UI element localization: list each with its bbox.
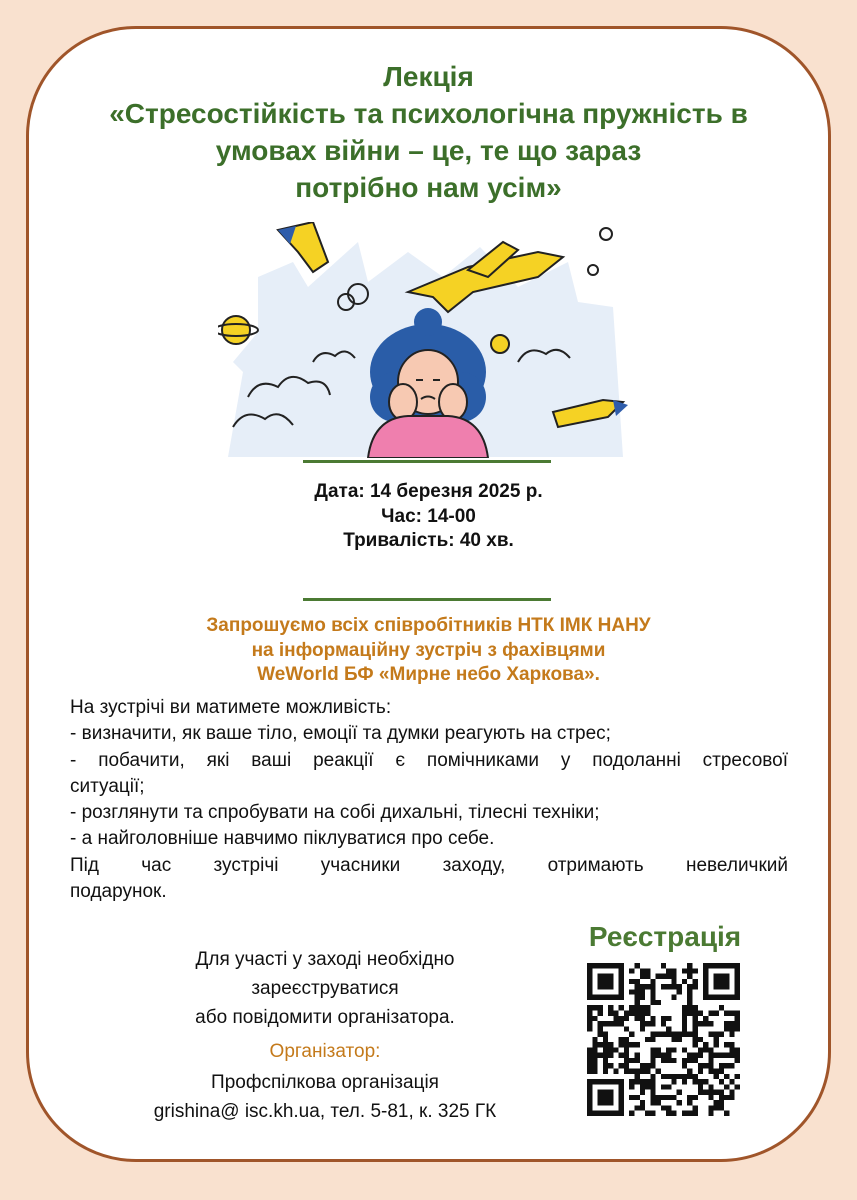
event-time: Час: 14-00 [381, 505, 476, 527]
divider-top [303, 460, 551, 463]
note-line: зареєструватися [251, 978, 399, 999]
note-line: Для участі у заході необхідно [195, 949, 455, 970]
event-details [150, 480, 707, 554]
organizer-info [90, 1068, 560, 1126]
title-line: «Стресостійкість та психологічна пружність в [109, 98, 748, 129]
divider-bottom [303, 598, 551, 601]
invite-line: Запрошуємо всіх співробітників НТК ІМК НАНУ [206, 615, 651, 636]
registration-qr-code[interactable] [587, 963, 740, 1116]
organizer-contact[interactable]: grishina@ isc.kh.ua, тел. 5-81, к. 325 ГК [153, 1101, 497, 1122]
title-line: потрібно нам усім» [295, 172, 562, 203]
body-line: - визначити, як ваше тіло, емоції та думки реагують на стрес; [70, 723, 611, 745]
registration-note [110, 945, 540, 1032]
invite-line: на інформаційну зустріч з фахівцями [251, 639, 606, 661]
body-line: - розглянути та спробувати на собі дихальні, тілесні техніки; [70, 802, 600, 824]
organizer-label: Організатор: [269, 1041, 381, 1062]
body-line: На зустрічі ви матимете можливість: [70, 697, 392, 718]
body-line: Під час зустрічі учасники заходу, отримають невеличкий [70, 854, 788, 876]
body-line: подарунок. [70, 881, 167, 903]
event-date: Дата: 14 березня 2025 р. [314, 481, 543, 502]
note-line: або повідомити організатора. [195, 1007, 455, 1028]
lecture-title [50, 58, 807, 206]
organizer-name: Профспілкова організація [211, 1072, 439, 1093]
body-line: - а найголовніше навчимо піклуватися про себе. [70, 828, 495, 850]
illustration-girl-under-planes [218, 222, 636, 458]
registration-title: Реєстрація [588, 921, 742, 952]
meeting-description [70, 695, 788, 905]
invitation [60, 614, 797, 688]
title-line: умовах війни – це, те що зараз [215, 135, 642, 166]
title-line: Лекція [383, 61, 474, 92]
event-duration: Тривалість: 40 хв. [343, 530, 514, 551]
body-line: - побачити, які ваші реакції є помічниками у подоланні стресової [70, 749, 788, 771]
invite-line: WeWorld БФ «Мирне небо Харкова». [257, 664, 600, 685]
body-line: ситуації; [70, 775, 145, 797]
